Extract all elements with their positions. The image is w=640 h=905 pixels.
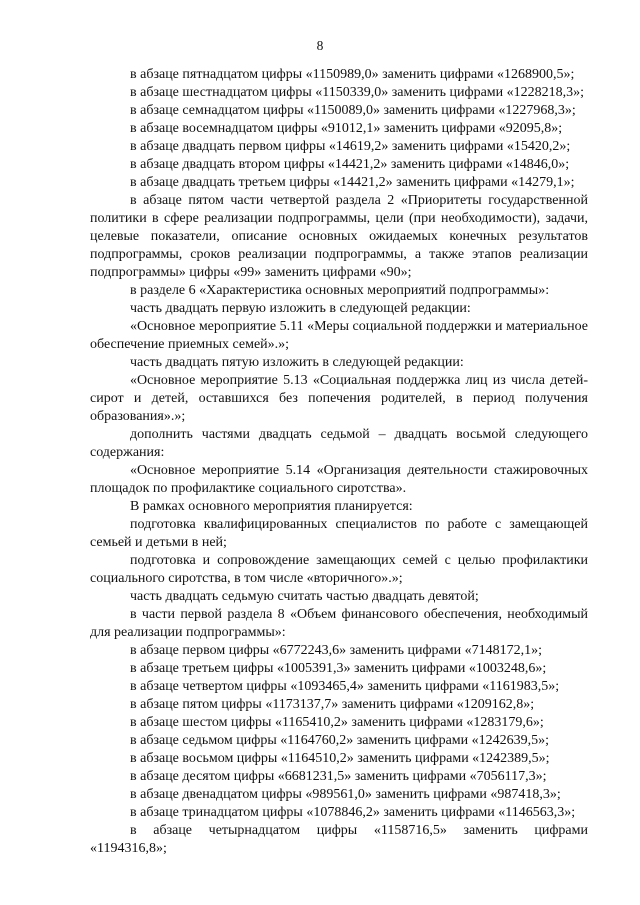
paragraph: в абзаце шестнадцатом цифры «1150339,0» заменить цифрами «1228218,3»; — [130, 85, 585, 100]
paragraph: подготовка квалифицированных специалистов по работе с замещающей семьей и детьми в ней; — [90, 517, 588, 550]
paragraph: в абзаце третьем цифры «1005391,3» заменить цифрами «1003248,6»; — [130, 661, 547, 676]
paragraph: в абзаце пятом части четвертой раздела 2 «Приоритеты государственной политики в сфере реализации подпрограммы, цели (при необходимости), задачи, целевые показатели, описание основных ожидаемых конечных результатов подпрограммы, сроков реализации подпрограммы, а также этапов реализации подпрограммы» цифры «99» заменить цифрами «90»; — [90, 193, 588, 280]
paragraph: в абзаце шестом цифры «1165410,2» заменить цифрами «1283179,6»; — [130, 715, 544, 730]
paragraph: в абзаце десятом цифры «6681231,5» заменить цифрами «7056117,3»; — [130, 769, 547, 784]
paragraph: «Основное мероприятие 5.14 «Организация деятельности стажировочных площадок по профилактике социального сиротства». — [90, 463, 588, 496]
paragraph: в абзаце тринадцатом цифры «1078846,2» заменить цифрами «1146563,3»; — [130, 805, 576, 820]
paragraph: часть двадцать первую изложить в следующей редакции: — [130, 301, 471, 316]
paragraph: в абзаце первом цифры «6772243,6» заменить цифрами «7148172,1»; — [130, 643, 542, 658]
document-body — [90, 66, 588, 858]
paragraph: подготовка и сопровождение замещающих семей с целью профилактики социального сиротства, в том числе «вторичного».»; — [90, 553, 588, 586]
paragraph: в абзаце семнадцатом цифры «1150089,0» заменить цифрами «1227968,3»; — [130, 103, 576, 118]
paragraph: в разделе 6 «Характеристика основных мероприятий подпрограммы»: — [130, 283, 550, 298]
paragraph: В рамках основного мероприятия планируется: — [130, 499, 413, 514]
paragraph: в абзаце седьмом цифры «1164760,2» заменить цифрами «1242639,5»; — [130, 733, 550, 748]
paragraph: «Основное мероприятие 5.11 «Меры социальной поддержки и материальное обеспечение приемных семей».»; — [90, 319, 588, 352]
paragraph: в абзаце двадцать третьем цифры «14421,2» заменить цифрами «14279,1»; — [130, 175, 575, 190]
paragraph: в абзаце двадцать втором цифры «14421,2» заменить цифрами «14846,0»; — [130, 157, 570, 172]
paragraph: в абзаце восемнадцатом цифры «91012,1» заменить цифрами «92095,8»; — [130, 121, 563, 136]
paragraph: в абзаце двенадцатом цифры «989561,0» заменить цифрами «987418,3»; — [130, 787, 561, 802]
paragraph: в абзаце двадцать первом цифры «14619,2» заменить цифрами «15420,2»; — [130, 139, 571, 154]
paragraph: часть двадцать седьмую считать частью двадцать девятой; — [130, 589, 479, 604]
paragraph: в части первой раздела 8 «Объем финансового обеспечения, необходимый для реализации подпрограммы»: — [90, 607, 588, 640]
paragraph: в абзаце пятнадцатом цифры «1150989,0» заменить цифрами «1268900,5»; — [130, 67, 575, 82]
paragraph: в абзаце четырнадцатом цифры «1158716,5» заменить цифрами «1194316,8»; — [90, 823, 588, 856]
paragraph: часть двадцать пятую изложить в следующей редакции: — [130, 355, 464, 370]
paragraph: «Основное мероприятие 5.13 «Социальная поддержка лиц из числа детей-сирот и детей, оставшихся без попечения родителей, в период получения образования».»; — [90, 373, 588, 424]
paragraph: в абзаце восьмом цифры «1164510,2» заменить цифрами «1242389,5»; — [130, 751, 550, 766]
page-number: 8 — [316, 38, 324, 53]
paragraph: дополнить частями двадцать седьмой – двадцать восьмой следующего содержания: — [90, 427, 588, 460]
paragraph: в абзаце четвертом цифры «1093465,4» заменить цифрами «1161983,5»; — [130, 679, 560, 694]
paragraph: в абзаце пятом цифры «1173137,7» заменить цифрами «1209162,8»; — [130, 697, 535, 712]
